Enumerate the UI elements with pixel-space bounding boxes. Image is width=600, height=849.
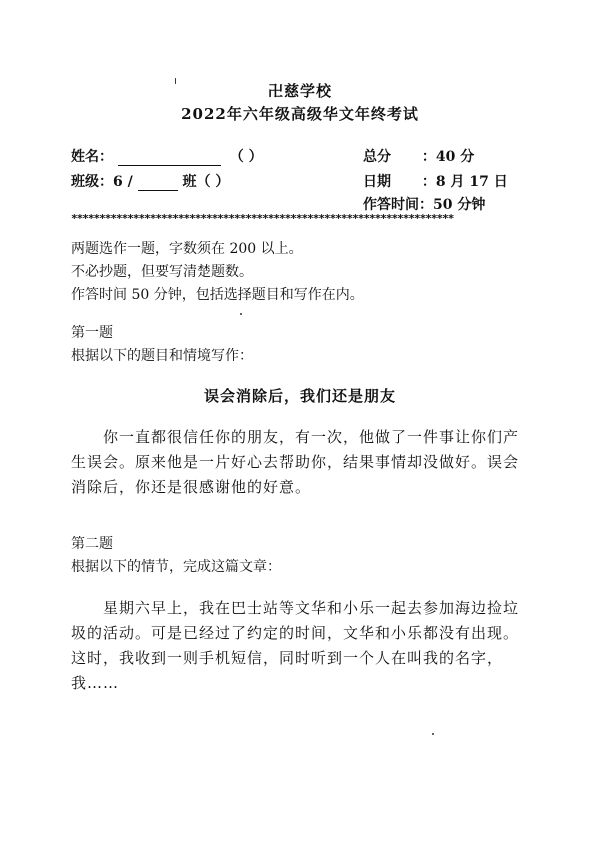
question-1-prompt: 根据以下的题目和情境写作： [71,348,253,364]
divider-stars: ******************************************************************** [71,212,454,225]
date-value: ：8 月 17 日 [421,174,508,190]
duration-field: 作答时间：50 分钟 [363,197,486,213]
name-blank-line [118,151,221,166]
school-name: 卍慈学校 [267,82,332,100]
class-field [71,171,229,191]
name-field [71,146,263,166]
date-label: 日期 [363,174,391,190]
question-2-heading: 第二题 [71,536,113,552]
class-blank-line [138,176,178,191]
question-1-paragraph: 你一直都很信任你的朋友，有一次，他做了一件事让你们产生误会。原来他是一片好心去帮助你，结果事情却没做好。误会消除后，你还是很感谢他的好意。 [71,428,520,496]
question-2-paragraph: 星期六早上，我在巴士站等文华和小乐一起去参加海边捡垃圾的活动。可是已经过了约定的时间，文华和小乐都没有出现。这时，我收到一则手机短信，同时听到一个人在叫我的名字，我…… [71,599,520,692]
instruction-1: 两题选作一题，字数须在 200 以上。 [71,241,303,257]
total-value: ：40 分 [421,149,475,165]
date-field [363,171,508,191]
instruction-2: 不必抄题，但要写清楚题数。 [71,264,253,280]
class-suffix: 班（ ） [182,174,230,190]
name-label: 姓名： [71,149,113,165]
name-paren: （ ） [229,149,263,165]
class-label: 班级：6 / [71,174,133,190]
exam-title: 2022年六年级高级华文年终考试 [181,105,419,123]
instruction-3: 作答时间 50 分钟，包括选择题目和写作在内。 [71,287,364,303]
question-1-heading: 第一题 [71,325,113,341]
question-1-essay-title: 误会消除后，我们还是朋友 [203,387,396,405]
question-2-prompt: 根据以下的情节，完成这篇文章： [71,559,281,575]
scan-speck [432,733,434,735]
scan-speck [240,313,242,315]
total-field [363,146,474,166]
total-label: 总分 [363,149,391,165]
